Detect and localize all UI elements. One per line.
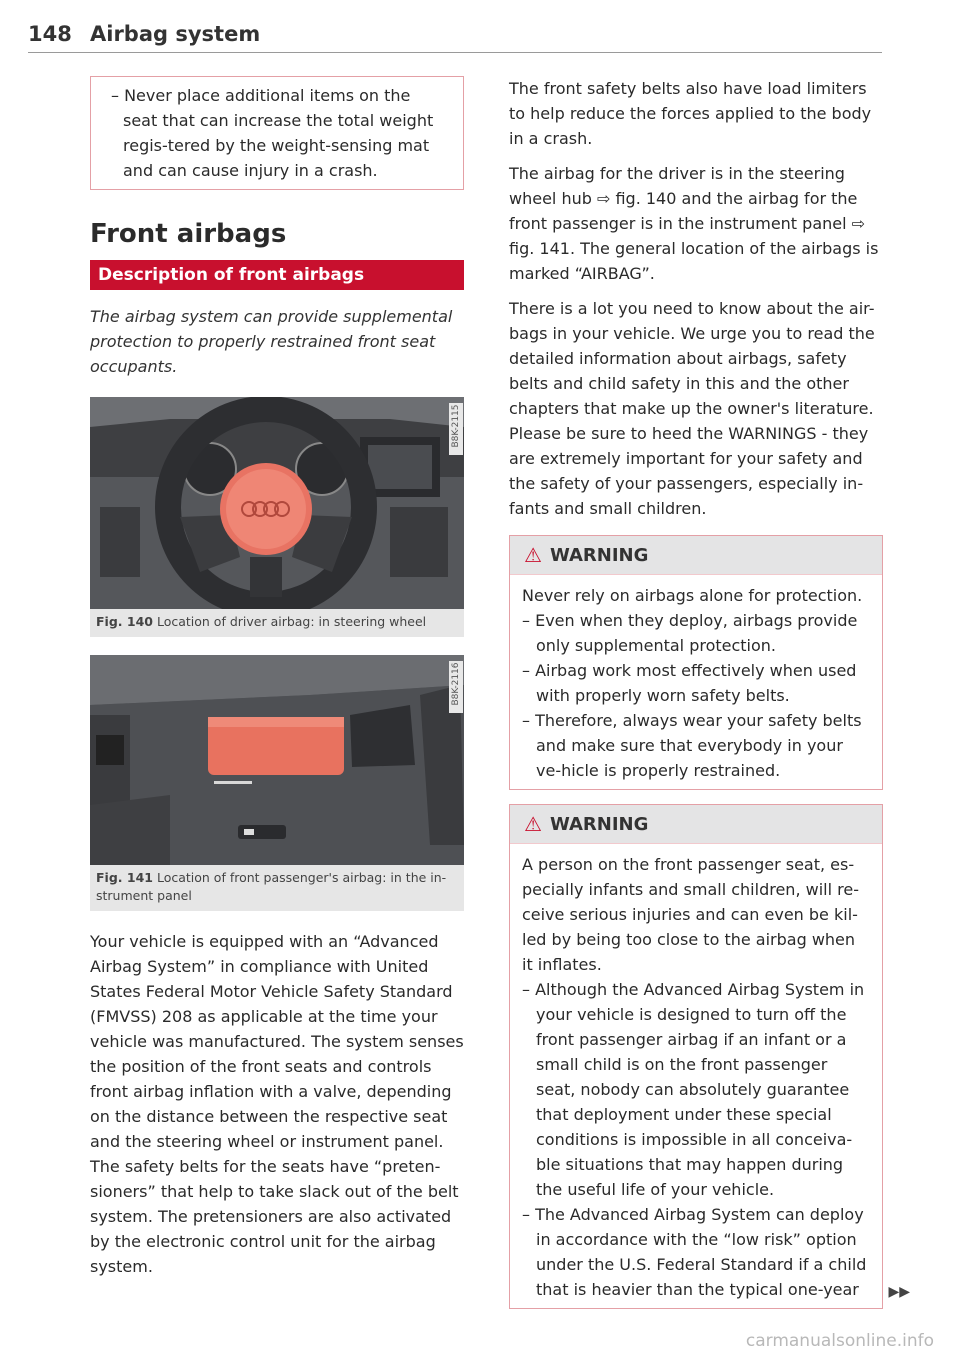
warning-body — [510, 575, 882, 789]
section-title: Front airbags — [90, 219, 287, 249]
figure-label: Fig. 140 — [96, 614, 153, 629]
warning-title: WARNING — [549, 813, 649, 835]
warning-triangle-icon: ⚠ — [524, 812, 542, 836]
right-column — [509, 76, 910, 1323]
figure-code: B8K-2116 — [449, 661, 463, 713]
continue-arrow-icon: ▶▶ — [888, 1284, 910, 1300]
warning-item: – The Advanced Airbag System can deploy in accordance with the “low risk” option under the U.S. Federal Standard if a child that is heavier than the typical one-year — [522, 1205, 867, 1299]
page-header — [28, 22, 882, 54]
figure-caption — [90, 609, 464, 637]
warning-triangle-icon: ⚠ — [524, 543, 542, 567]
figure-caption-text: Location of front passenger's airbag: in the in-strument panel — [96, 870, 447, 903]
header-rule — [28, 52, 882, 53]
body-paragraph: Your vehicle is equipped with an “Advanced Airbag System” in compliance with United States Federal Motor Vehicle Safety Standard (FMVSS) 208 as applicable at the time your vehicle was manufactured. The system senses the position of the front seats and controls front airbag inflation with a valve, depending on the distance between the respective seat and the steering wheel or instrument panel. The safety belts for the seats have “preten-sioners” that help to take slack out of the belt system. The pretensioners are also activated by the electronic control unit for the airbag system. — [90, 932, 464, 1276]
warning-lead: A person on the front passenger seat, es-pecially infants and small children, will re-ceive serious injuries and can even be kil-led by being too close to the airbag when it inflates. — [522, 855, 859, 974]
figure-caption — [90, 865, 464, 911]
warning-item: – Airbag work most effectively when used with properly worn safety belts. — [522, 661, 857, 705]
watermark: carmanualsonline.info — [745, 1331, 934, 1351]
body-paragraph: There is a lot you need to know about the air-bags in your vehicle. We urge you to read the detailed information about airbags, safety belts and child safety in this and the other chapters that make up the owner's literature. Please be sure to heed the WARNINGS - they are extremely important for your safety and the safety of your passengers, especially in-fants and small children. — [509, 299, 875, 518]
note-box — [90, 76, 464, 190]
running-title: Airbag system — [90, 22, 261, 46]
figure-caption-text: Location of driver airbag: in steering wheel — [156, 614, 427, 629]
left-column — [90, 76, 464, 1289]
body-paragraph: The front safety belts also have load limiters to help reduce the forces applied to the body in a crash. — [509, 79, 872, 148]
figure-code: B8K-2115 — [449, 403, 463, 455]
body-paragraph: The airbag for the driver is in the steering wheel hub ⇨ fig. 140 and the airbag for the front passenger is in the instrument panel ⇨ fig. 141. The general location of the airbags is marked “AIRBAG”. — [509, 164, 879, 283]
intro-text: The airbag system can provide supplemental protection to properly restrained front seat occupants. — [90, 307, 453, 376]
note-text: – Never place additional items on the seat that can increase the total weight regis-tered by the weight-sensing mat and can cause injury in a crash. — [111, 86, 434, 180]
figure-label: Fig. 141 — [96, 870, 153, 885]
warning-header — [510, 536, 882, 575]
page-number: 148 — [28, 22, 72, 46]
figure-141 — [90, 655, 464, 911]
warning-lead: Never rely on airbags alone for protection. — [522, 586, 863, 605]
subsection-title-bar: Description of front airbags — [90, 260, 464, 290]
warning-box — [509, 804, 910, 1309]
warning-title: WARNING — [549, 544, 649, 566]
warning-item: – Even when they deploy, airbags provide only supplemental protection. — [522, 611, 858, 655]
warning-item: – Although the Advanced Airbag System in your vehicle is designed to turn off the front passenger airbag if an infant or a small child is on the front passenger seat, nobody can absolutely guarantee that deployment under these special conditions is impossible in all conceiva-ble situations that may happen during the useful life of your vehicle. — [522, 980, 865, 1199]
steering-wheel-photo — [90, 397, 464, 609]
steering-wheel-illustration — [90, 397, 464, 609]
warning-header — [510, 805, 882, 844]
instrument-panel-photo — [90, 655, 464, 865]
warning-item: – Therefore, always wear your safety belts and make sure that everybody in your ve-hicle is properly restrained. — [522, 711, 862, 780]
instrument-panel-illustration — [90, 655, 464, 865]
warning-box — [509, 535, 883, 790]
figure-140 — [90, 397, 464, 637]
warning-body — [510, 844, 882, 1308]
